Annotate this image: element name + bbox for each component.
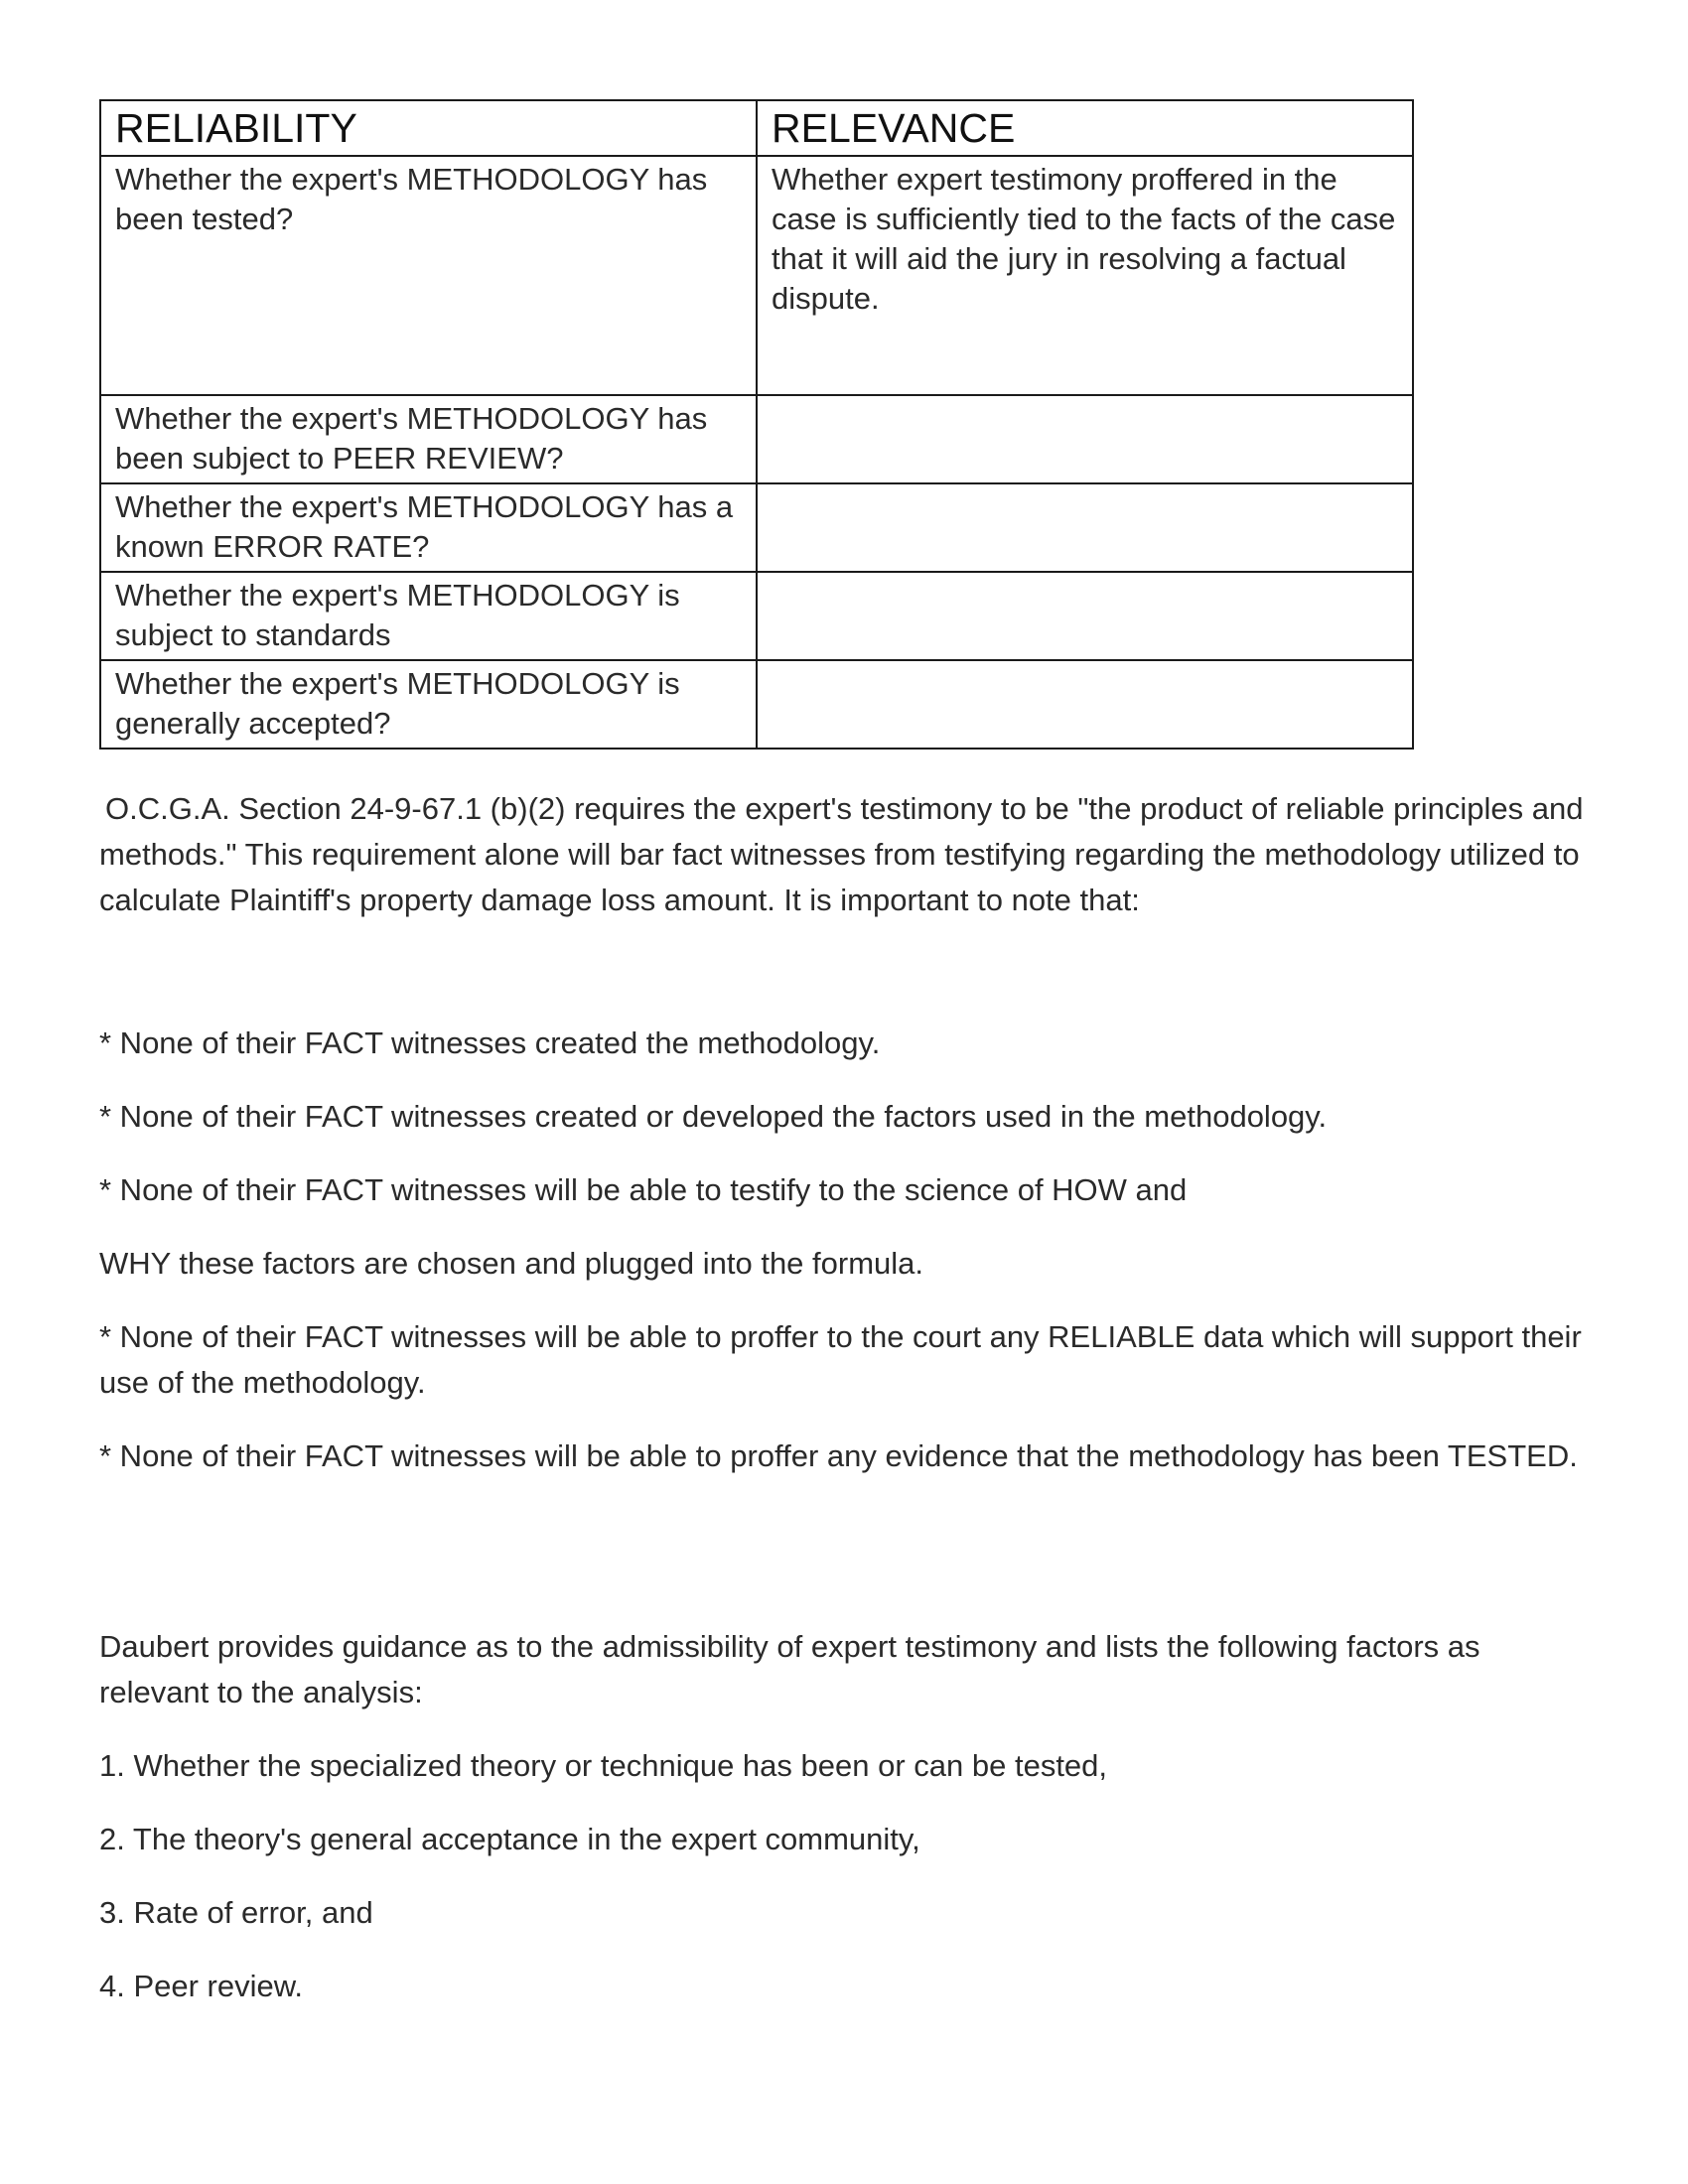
reliability-cell: Whether the expert's METHODOLOGY is subject to standards	[100, 572, 757, 660]
relevance-cell	[757, 660, 1413, 749]
daubert-factor: 4. Peer review.	[99, 1969, 304, 2003]
reliability-cell: Whether the expert's METHODOLOGY has a known ERROR RATE?	[100, 483, 757, 572]
header-relevance: RELEVANCE	[757, 100, 1413, 156]
reliability-cell: Whether the expert's METHODOLOGY has been subject to PEER REVIEW?	[100, 395, 757, 483]
bullet-item: * None of their FACT witnesses will be able to proffer to the court any RELIABLE data which will support their use of the methodology.	[99, 1319, 1582, 1400]
reliability-cell: Whether the expert's METHODOLOGY is generally accepted?	[100, 660, 757, 749]
bullet-item: * None of their FACT witnesses created or developed the factors used in the methodology.	[99, 1099, 1328, 1134]
table-row	[100, 156, 1413, 395]
daubert-factor: 2. The theory's general acceptance in the expert community,	[99, 1822, 920, 1856]
table-row	[100, 395, 1413, 483]
ocga-paragraph: O.C.G.A. Section 24-9-67.1 (b)(2) requires the expert's testimony to be "the product of reliable principles and methods." This requirement alone will bar fact witnesses from testifying regarding the methodology utilized to calculate Plaintiff's property damage loss amount. It is important to note that:	[99, 791, 1584, 917]
relevance-cell	[757, 483, 1413, 572]
relevance-text: Whether expert testimony proffered in the case is sufficiently tied to the facts of the case	[772, 162, 1396, 236]
table-row	[100, 660, 1413, 749]
bullet-item: * None of their FACT witnesses will be able to proffer any evidence that the methodology has been TESTED.	[99, 1438, 1578, 1473]
daubert-factor: 3. Rate of error, and	[99, 1895, 373, 1930]
table-row	[100, 483, 1413, 572]
daubert-intro: Daubert provides guidance as to the admissibility of expert testimony and lists the following factors as relevant to the analysis:	[99, 1629, 1480, 1709]
relevance-cell	[757, 572, 1413, 660]
table-row	[100, 572, 1413, 660]
relevance-cell	[757, 395, 1413, 483]
table-header-row	[100, 100, 1413, 156]
reliability-relevance-table	[99, 99, 1414, 750]
reliability-cell: Whether the expert's METHODOLOGY has been tested?	[100, 156, 757, 395]
bullet-continuation: WHY these factors are chosen and plugged into the formula.	[99, 1246, 924, 1281]
relevance-cell	[757, 156, 1413, 395]
daubert-factor: 1. Whether the specialized theory or technique has been or can be tested,	[99, 1748, 1108, 1783]
bullet-item: * None of their FACT witnesses will be able to testify to the science of HOW and	[99, 1172, 1188, 1207]
relevance-text-continued: that it will aid the jury in resolving a factual dispute.	[772, 241, 1346, 316]
header-reliability: RELIABILITY	[100, 100, 757, 156]
bullet-item: * None of their FACT witnesses created the methodology.	[99, 1025, 881, 1060]
